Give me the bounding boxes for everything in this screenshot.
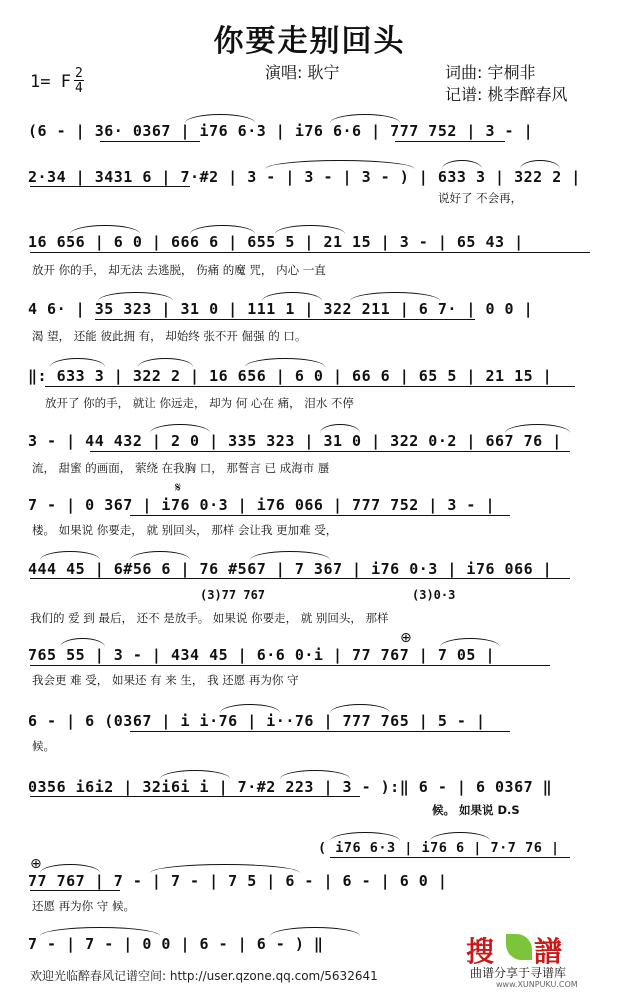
beam-underline	[30, 890, 120, 891]
slur	[150, 424, 210, 433]
lyrics-row-12: 还愿 再为你 守 候。	[32, 899, 135, 913]
slur	[330, 832, 400, 841]
slur	[60, 638, 105, 647]
slur	[190, 225, 255, 234]
notation-row-3: 16 656 | 6 0 | 666 6 | 655 5 | 21 15 | 3 - | 65 43 |	[28, 233, 524, 251]
notation-row-11: 0356 i6i2 | 32i6i i | 7·#2 223 | 3 - ):‖ 6 - | 6 0367 ‖	[28, 778, 553, 796]
leaf-icon	[506, 934, 532, 960]
lyrics-row-10: 候。	[32, 739, 55, 753]
beam-underline	[330, 857, 570, 858]
beam-underline	[95, 319, 475, 320]
slur	[150, 864, 300, 873]
beam-underline	[30, 252, 590, 253]
slur	[70, 225, 140, 234]
slur	[265, 160, 415, 169]
notation-row-12: 77 767 | 7 - | 7 - | 7 5 | 6 - | 6 - | 6 0 |	[28, 872, 448, 890]
site-logo[interactable]	[466, 930, 586, 990]
time-signature-top: 2	[75, 66, 83, 81]
logo-url: www.XUNPUKU.COM	[496, 980, 578, 989]
slur	[40, 864, 100, 873]
lyrics-row-9: 我会更 难 受， 如果还 有 来 生， 我 还愿 再为你 守	[32, 673, 299, 687]
beam-underline	[30, 186, 190, 187]
beam-underline	[30, 796, 360, 797]
notation-row-4: 4 6· | 35 323 | 31 0 | 111 1 | 322 211 | 6 7· | 0 0 |	[28, 300, 534, 318]
slur	[98, 292, 173, 301]
transcriber-credit: 记谱: 桃李醉春风	[445, 85, 568, 104]
notation-row-2: 2·34 | 3431 6 | 7·#2 | 3 - | 3 - | 3 - ) | 633 3 | 322 2 |	[28, 168, 581, 186]
alternate-ending-b: (3)0·3	[412, 588, 456, 602]
slur	[275, 225, 345, 234]
key-signature: 1= F	[30, 72, 71, 92]
slur	[505, 424, 570, 433]
slur	[220, 704, 280, 713]
slur	[160, 770, 230, 779]
slur	[440, 638, 500, 647]
slur	[330, 114, 400, 123]
coda-sign: ⊕	[30, 856, 42, 872]
time-signature-bottom: 4	[75, 81, 83, 96]
slur	[40, 551, 100, 560]
logo-tagline: 曲谱分享于寻谱库	[470, 966, 567, 980]
footer-link-text[interactable]: 欢迎光临醉春风记谱空间: http://user.qzone.qq.com/5632641	[30, 969, 378, 983]
slur	[130, 551, 190, 560]
slur	[245, 358, 325, 367]
beam-underline	[30, 578, 570, 579]
slur	[330, 704, 390, 713]
composer-credit: 词曲: 宇桐非	[445, 63, 536, 82]
logo-glyph-left: 搜	[466, 935, 495, 968]
lyrics-row-5: 放开了 你的手， 就让 你远走， 却为 何 心在 痛， 泪水 不停	[45, 396, 354, 410]
segno-sign: 𝄋	[175, 480, 182, 496]
slur	[520, 160, 560, 169]
slur	[138, 358, 193, 367]
beam-underline	[90, 451, 570, 452]
slur	[40, 927, 160, 936]
notation-row-10: 6 - | 6 (0367 | i i·76 | i··76 | 777 765 | 5 - |	[28, 712, 486, 730]
alternate-ending-a: (3)77 767	[200, 588, 266, 602]
logo-glyph-right: 譜	[534, 935, 563, 968]
lyrics-row-11: 候。 如果说 D.S	[432, 803, 520, 817]
slur	[280, 770, 350, 779]
beam-underline	[30, 665, 550, 666]
notation-row-5: ‖: 633 3 | 322 2 | 16 656 | 6 0 | 66 6 | 65 5 | 21 15 |	[28, 367, 553, 385]
slur	[250, 551, 330, 560]
lyrics-row-2: 说好了 不会再，	[438, 191, 523, 205]
slur	[430, 832, 490, 841]
notation-row-12-upper: ( i76 6·3 | i76 6 | 7·7 76 |	[318, 840, 560, 856]
beam-underline	[100, 141, 200, 142]
slur	[50, 358, 105, 367]
song-title: 你要走别回头	[213, 24, 406, 59]
beam-underline	[130, 515, 510, 516]
coda-sign: ⊕	[400, 630, 412, 646]
notation-row-9: 765 55 | 3 - | 434 45 | 6·6 0·i | 77 767 | 7 05 |	[28, 646, 496, 664]
beam-underline	[130, 731, 510, 732]
lyrics-row-7: 楼。 如果说 你要走， 就 别回头， 那样 会让我 更加难 受，	[32, 523, 338, 537]
notation-row-6: 3 - | 44 432 | 2 0 | 335 323 | 31 0 | 322 0·2 | 667 76 |	[28, 432, 562, 450]
notation-row-1: (6 - | 36· 0367 | i76 6·3 | i76 6·6 | 777 752 | 3 - |	[28, 122, 534, 140]
lyrics-row-6: 流， 甜蜜 的画面， 萦绕 在我胸 口， 那誓言 已 成海市 蜃	[32, 461, 330, 475]
slur	[442, 160, 482, 169]
lyrics-row-3: 放开 你的手， 却无法 去逃脱， 伤痛 的魔 咒， 内心 一直	[32, 263, 326, 277]
slur	[270, 927, 360, 936]
slur	[185, 114, 255, 123]
lyrics-row-4: 渴 望， 还能 彼此拥 有， 却始终 张不开 倔强 的 口。	[32, 329, 307, 343]
slur	[350, 292, 440, 301]
notation-row-7: 7 - | 0 367 | i76 0·3 | i76 066 | 777 752 | 3 - |	[28, 496, 496, 514]
slur	[262, 292, 322, 301]
slur	[320, 424, 360, 433]
beam-underline	[395, 141, 505, 142]
singer-credit: 演唱: 耿宁	[265, 63, 340, 82]
notation-row-13: 7 - | 7 - | 0 0 | 6 - | 6 - ) ‖	[28, 935, 324, 953]
notation-row-8: 444 45 | 6#56 6 | 76 #567 | 7 367 | i76 0·3 | i76 066 |	[28, 560, 553, 578]
lyrics-row-8: 我们的 爱 到 最后， 还不 是放手。 如果说 你要走， 就 别回头， 那样	[30, 611, 389, 625]
beam-underline	[45, 386, 575, 387]
